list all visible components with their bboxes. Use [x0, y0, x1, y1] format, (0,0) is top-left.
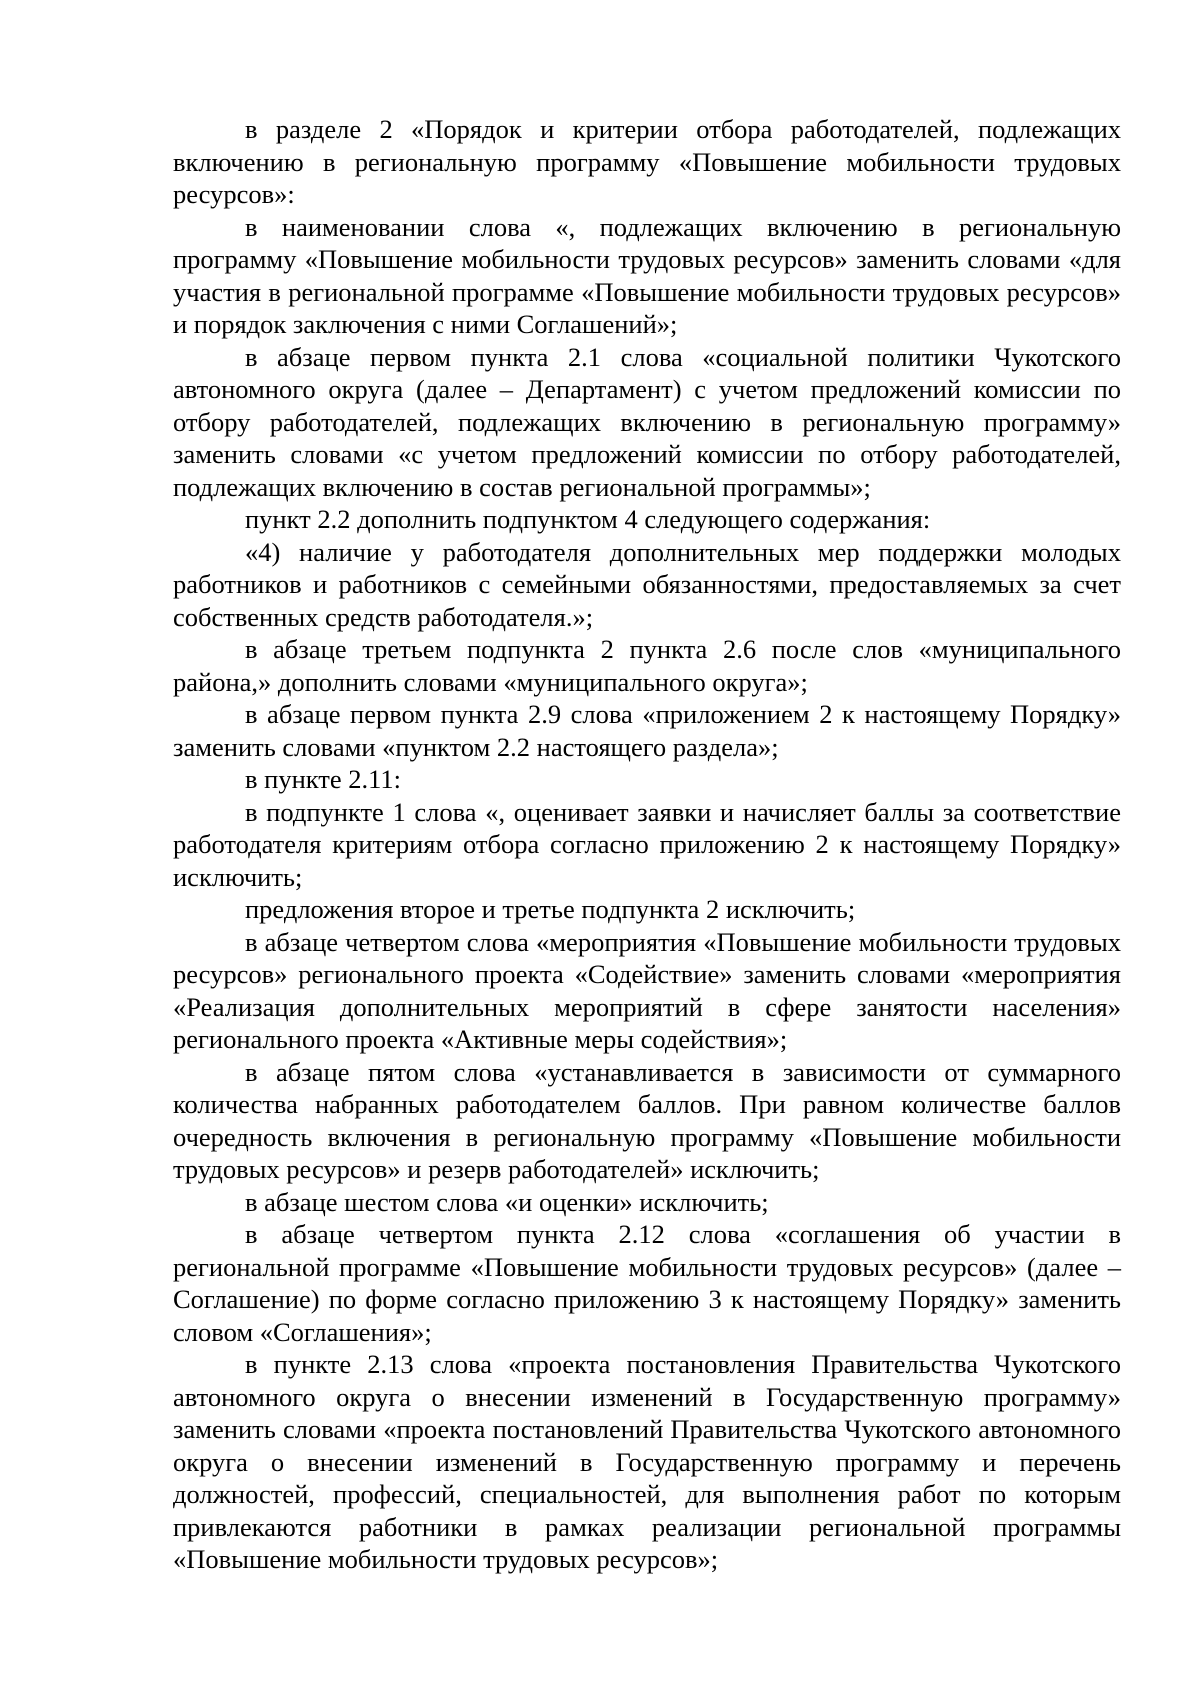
paragraph-item-2-11-sub-1: в подпункте 1 слова «, оценивает заявки и начисляет баллы за соответствие работодателя критериям отбора согласно приложению 2 к настоящему Порядку» исключить; [173, 796, 1121, 892]
paragraph-item-2-6: в абзаце третьем подпункта 2 пункта 2.6 после слов «муниципального района,» дополнить словами «муниципального округа»; [173, 634, 1121, 697]
paragraph-subitem-4: «4) наличие у работодателя дополнительных мер поддержки молодых работников и работников с семейными обязанностями, предоставляемых за счет собственных средств работодателя.»; [173, 536, 1121, 632]
paragraph-item-2-2: пункт 2.2 дополнить подпунктом 4 следующего содержания: [245, 504, 931, 534]
document-page [173, 113, 1121, 1576]
paragraph-item-2-9: в абзаце первом пункта 2.9 слова «приложением 2 к настоящему Порядку» заменить словами «пунктом 2.2 настоящего раздела»; [173, 699, 1121, 762]
paragraph-item-2-11: в пункте 2.11: [245, 764, 401, 794]
paragraph-item-2-1: в абзаце первом пункта 2.1 слова «социальной политики Чукотского автономного округа (далее – Департамент) с учетом предложений комиссии по отбору работодателей, подлежащих включению в региональную программу» заменить словами «с учетом предложений комиссии по отбору работодателей, подлежащих включению в состав региональной программы»; [173, 341, 1121, 502]
paragraph-item-2-11-sub-2: предложения второе и третье подпункта 2 исключить; [245, 894, 856, 924]
paragraph-section-2: в разделе 2 «Порядок и критерии отбора работодателей, подлежащих включению в региональную программу «Повышение мобильности трудовых ресурсов»: [173, 114, 1121, 209]
paragraph-title-change: в наименовании слова «, подлежащих включению в региональную программу «Повышение мобильности трудовых ресурсов» заменить словами «для участия в региональной программе «Повышение мобильности трудовых ресурсов» и порядок заключения с ними Соглашений»; [173, 211, 1121, 339]
paragraph-item-2-11-abzats-6: в абзаце шестом слова «и оценки» исключить; [245, 1186, 769, 1217]
paragraph-item-2-13: в пункте 2.13 слова «проекта постановления Правительства Чукотского автономного округа о внесении изменений в Государственную программу» заменить словами «проекта постановлений Правительства Чукотского автономного округа о внесении изменений в Государственную программу и перечень должностей, профессий, специальностей, для выполнения работ по которым привлекаются работники в рамках реализации региональной программы «Повышение мобильности трудовых ресурсов»; [173, 1349, 1121, 1574]
paragraph-item-2-11-abzats-4: в абзаце четвертом слова «мероприятия «Повышение мобильности трудовых ресурсов» регионального проекта «Содействие» заменить словами «мероприятия «Реализация дополнительных мероприятий в сфере занятости населения» регионального проекта «Активные меры содействия»; [173, 926, 1121, 1054]
paragraph-item-2-12: в абзаце четвертом пункта 2.12 слова «соглашения об участии в региональной программе «Повышение мобильности трудовых ресурсов» (далее – Соглашение) по форме согласно приложению 3 к настоящему Порядку» заменить словом «Соглашения»; [173, 1219, 1121, 1347]
paragraph-item-2-11-abzats-5: в абзаце пятом слова «устанавливается в зависимости от суммарного количества набранных работодателем баллов. При равном количестве баллов очередность включения в региональную программу «Повышение мобильности трудовых ресурсов» и резерв работодателей» исключить; [173, 1056, 1121, 1184]
